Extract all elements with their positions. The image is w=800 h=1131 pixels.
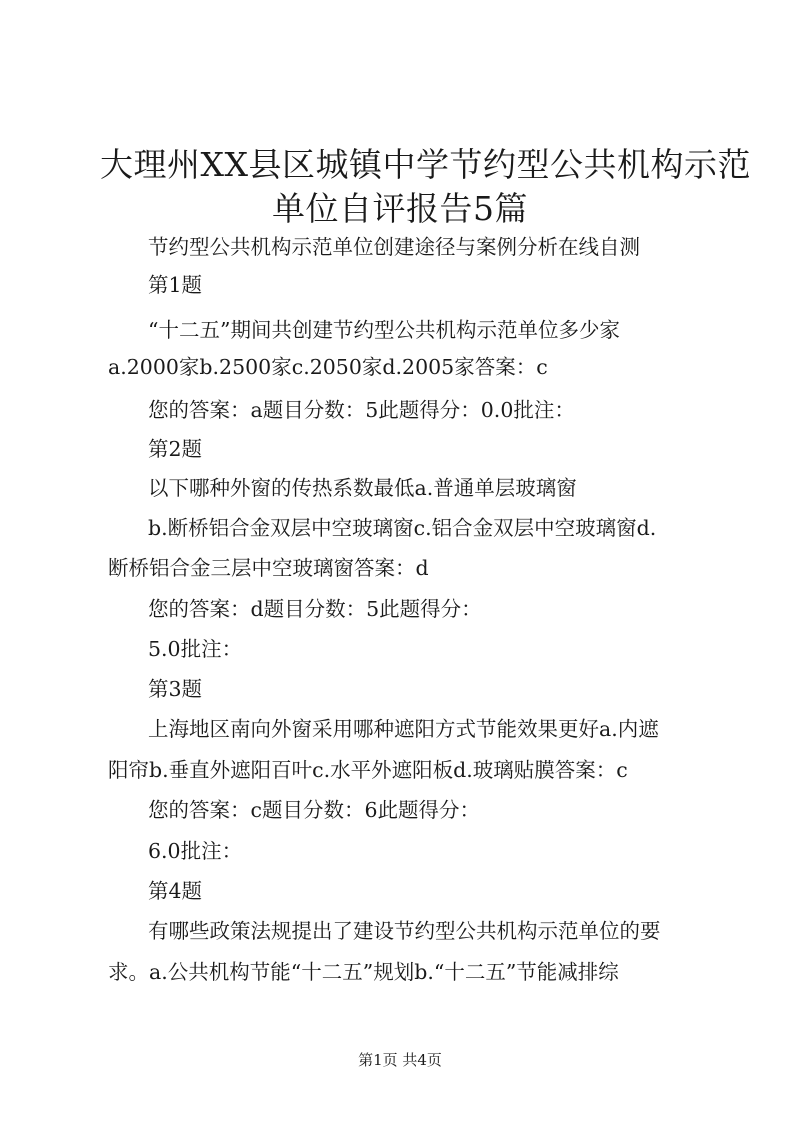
question-1-text: “十二五”期间共创建节约型公共机构示范单位多少家 bbox=[148, 318, 620, 342]
question-1-options: a.2000家b.2500家c.2050家d.2005家答案：c bbox=[108, 355, 548, 379]
question-3-text-line-2: 阳帘b.垂直外遮阳百叶c.水平外遮阳板d.玻璃贴膜答案：c bbox=[108, 758, 628, 782]
section-heading: 节约型公共机构示范单位创建途径与案例分析在线自测 bbox=[148, 235, 640, 259]
question-2-options-line-1: b.断桥铝合金双层中空玻璃窗c.铝合金双层中空玻璃窗d. bbox=[148, 516, 657, 540]
question-1-label: 第1题 bbox=[148, 273, 203, 297]
page-footer: 第1页 共4页 bbox=[358, 1051, 442, 1069]
question-2-options-line-2: 断桥铝合金三层中空玻璃窗答案：d bbox=[108, 556, 429, 580]
question-4-text-line-1: 有哪些政策法规提出了建设节约型公共机构示范单位的要 bbox=[148, 919, 661, 943]
document-title-line-2: 单位自评报告5篇 bbox=[272, 189, 528, 228]
document-title-line-1: 大理州XX县区城镇中学节约型公共机构示范 bbox=[100, 145, 751, 184]
question-1-result: 您的答案：a题目分数：5此题得分：0.0批注： bbox=[148, 398, 575, 422]
question-2-comment: 5.0批注： bbox=[148, 637, 243, 661]
question-3-result: 您的答案：c题目分数：6此题得分： bbox=[148, 798, 481, 822]
question-3-comment: 6.0批注： bbox=[148, 839, 243, 863]
question-3-text-line-1: 上海地区南向外窗采用哪种遮阳方式节能效果更好a.内遮 bbox=[148, 717, 659, 741]
question-4-text-line-2: 求。a.公共机构节能“十二五”规划b.“十二五”节能减排综 bbox=[108, 960, 619, 984]
question-2-result: 您的答案：d题目分数：5此题得分： bbox=[148, 597, 482, 621]
question-4-label: 第4题 bbox=[148, 879, 203, 903]
question-2-label: 第2题 bbox=[148, 437, 203, 461]
question-2-text: 以下哪种外窗的传热系数最低a.普通单层玻璃窗 bbox=[148, 476, 577, 500]
question-3-label: 第3题 bbox=[148, 677, 203, 701]
